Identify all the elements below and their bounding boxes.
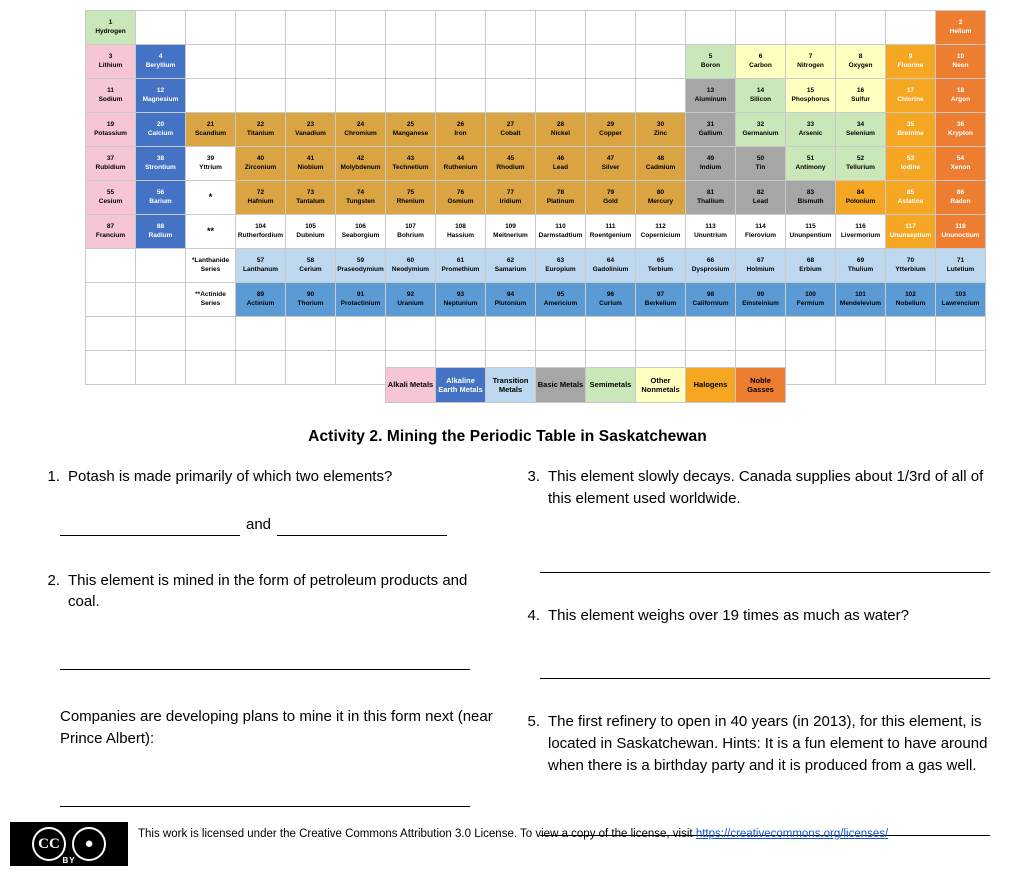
element-cell-rhodium[interactable]: 45 Rhodium — [486, 147, 536, 181]
element-cell-cadmium[interactable]: 48 Cadmium — [636, 147, 686, 181]
element-cell-chlorine[interactable]: 17 Chlorine — [886, 79, 936, 113]
element-cell-phosphorus[interactable]: 15 Phosphorus — [786, 79, 836, 113]
element-cell-iridium[interactable]: 77 Iridium — [486, 181, 536, 215]
element-cell-californium[interactable]: 98 Californium — [686, 283, 736, 317]
element-cell-nitrogen[interactable]: 7 Nitrogen — [786, 45, 836, 79]
periodic-table-grid — [85, 10, 986, 385]
element-cell-selenium[interactable]: 34 Selenium — [836, 113, 886, 147]
element-cell-xenon[interactable]: 54 Xenon — [936, 147, 986, 181]
element-cell-potassium[interactable]: 19 Potassium — [86, 113, 136, 147]
element-cell-hafnium[interactable]: 72 Hafnium — [236, 181, 286, 215]
element-cell-arsenic[interactable]: 33 Arsenic — [786, 113, 836, 147]
element-cell-thulium[interactable]: 69 Thulium — [836, 249, 886, 283]
element-cell-dysprosium[interactable]: 66 Dysprosium — [686, 249, 736, 283]
element-cell-ytterbium[interactable]: 70 Ytterbium — [886, 249, 936, 283]
answer-blanks-q1[interactable] — [60, 514, 498, 536]
empty-cell — [136, 283, 186, 317]
element-cell-carbon[interactable]: 6 Carbon — [736, 45, 786, 79]
periodic-table-row — [86, 11, 986, 45]
periodic-table — [85, 10, 980, 385]
blank-cell — [886, 11, 936, 45]
element-cell-cobalt[interactable]: 27 Cobalt — [486, 113, 536, 147]
blank-cell — [186, 351, 236, 385]
element-cell-boron[interactable]: 5 Boron — [686, 45, 736, 79]
blank-cell — [586, 11, 636, 45]
answer-blank-b[interactable] — [277, 517, 447, 536]
legend-item: Alkali Metals — [386, 368, 436, 403]
blank-cell — [136, 317, 186, 351]
license-sentence: This work is licensed under the Creative Commons Attribution 3.0 License. To view a copy of the license, visit — [138, 828, 696, 840]
legend-item: Transition Metals — [486, 368, 536, 403]
blank-cell — [186, 11, 236, 45]
element-cell-sulfur[interactable]: 16 Sulfur — [836, 79, 886, 113]
element-cell-mercury[interactable]: 80 Mercury — [636, 181, 686, 215]
element-cell-thallium[interactable]: 81 Thallium — [686, 181, 736, 215]
element-cell-radon[interactable]: 86 Radon — [936, 181, 986, 215]
question-item — [518, 605, 998, 627]
questions-column-left — [38, 466, 498, 807]
questions-column-right — [518, 466, 998, 836]
blank-cell — [236, 45, 286, 79]
series-label-cell: **Actinide Series — [186, 283, 236, 317]
periodic-table-row — [86, 215, 986, 249]
empty-cell — [86, 317, 136, 351]
blank-cell — [786, 351, 836, 385]
blank-cell — [336, 45, 386, 79]
blank-cell — [636, 11, 686, 45]
element-cell-neon[interactable]: 10 Neon — [936, 45, 986, 79]
blank-cell — [286, 11, 336, 45]
element-cell-indium[interactable]: 49 Indium — [686, 147, 736, 181]
element-cell-krypton[interactable]: 36 Krypton — [936, 113, 986, 147]
element-cell-holmium[interactable]: 67 Holmium — [736, 249, 786, 283]
legend-item: Alkaline Earth Metals — [436, 368, 486, 403]
element-cell-cerium[interactable]: 58 Cerium — [286, 249, 336, 283]
page-title: Activity 2. Mining the Periodic Table in Saskatchewan — [308, 428, 707, 445]
element-cell-vanadium[interactable]: 23 Vanadium — [286, 113, 336, 147]
blank-cell — [186, 45, 236, 79]
element-cell-lithium[interactable]: 3 Lithium — [86, 45, 136, 79]
question-number: 2. — [47, 571, 60, 589]
cc-by-label: BY — [62, 856, 76, 865]
element-cell-seaborgium[interactable]: 106 Seaborgium — [336, 215, 386, 249]
element-cell-magnesium[interactable]: 12 Magnesium — [136, 79, 186, 113]
question-text: This element is mined in the form of petroleum products and coal. — [68, 571, 468, 611]
periodic-table-row — [86, 181, 986, 215]
element-cell-uranium[interactable]: 92 Uranium — [386, 283, 436, 317]
element-cell-erbium[interactable]: 68 Erbium — [786, 249, 836, 283]
blank-cell — [736, 317, 786, 351]
element-cell-platinum[interactable]: 78 Platinum — [536, 181, 586, 215]
element-cell-antimony[interactable]: 51 Antimony — [786, 147, 836, 181]
blank-cell — [286, 317, 336, 351]
question-item — [518, 466, 998, 510]
question-number: 1. — [47, 468, 60, 485]
element-cell-lead[interactable]: 46 Lead — [536, 147, 586, 181]
attribution-person-icon: ● — [72, 827, 106, 861]
empty-cell — [86, 249, 136, 283]
element-cell-gold[interactable]: 79 Gold — [586, 181, 636, 215]
element-cell-scandium[interactable]: 21 Scandium — [186, 113, 236, 147]
element-cell-lawrencium[interactable]: 103 Lawrencium — [936, 283, 986, 317]
answer-joiner: and — [246, 515, 272, 533]
question-item — [38, 570, 498, 614]
element-cell-chromium[interactable]: 24 Chromium — [336, 113, 386, 147]
blank-cell — [486, 45, 536, 79]
blank-cell — [436, 11, 486, 45]
element-cell-manganese[interactable]: 25 Manganese — [386, 113, 436, 147]
element-cell-bromine[interactable]: 35 Bromine — [886, 113, 936, 147]
element-cell-meitnerium[interactable]: 109 Meitnerium — [486, 215, 536, 249]
element-cell-livermorium[interactable]: 116 Livermorium — [836, 215, 886, 249]
periodic-table-row — [86, 249, 986, 283]
blank-cell — [236, 11, 286, 45]
element-cell-roentgenium[interactable]: 111 Roentgenium — [586, 215, 636, 249]
cc-icon: CC — [32, 827, 66, 861]
element-cell-berkelium[interactable]: 97 Berkelium — [636, 283, 686, 317]
blank-cell — [186, 317, 236, 351]
blank-cell — [586, 45, 636, 79]
element-cell-nickel[interactable]: 28 Nickel — [536, 113, 586, 147]
legend-item: Halogens — [686, 368, 736, 403]
blank-cell — [386, 79, 436, 113]
blank-cell — [886, 351, 936, 385]
question-followup-text: Companies are developing plans to mine it in this form next (near Prince Albert): — [60, 708, 493, 747]
element-cell-silver[interactable]: 47 Silver — [586, 147, 636, 181]
element-cell-iron[interactable]: 26 Iron — [436, 113, 486, 147]
element-cell-molybdenum[interactable]: 42 Molybdenum — [336, 147, 386, 181]
license-link[interactable]: https://creativecommons.org/licenses/ — [695, 828, 889, 840]
blank-cell — [836, 351, 886, 385]
blank-cell — [786, 317, 836, 351]
blank-cell — [336, 79, 386, 113]
element-cell-nobelium[interactable]: 102 Nobelium — [886, 283, 936, 317]
blank-cell — [236, 317, 286, 351]
element-cell-flerovium[interactable]: 114 Flerovium — [736, 215, 786, 249]
element-cell-copernicium[interactable]: 112 Copernicium — [636, 215, 686, 249]
blank-cell — [936, 351, 986, 385]
blank-cell — [386, 317, 436, 351]
element-cell-samarium[interactable]: 62 Samarium — [486, 249, 536, 283]
element-cell-hydrogen[interactable]: 1 Hydrogen — [86, 11, 136, 45]
answer-blank-q2-followup[interactable] — [60, 788, 470, 807]
answer-blank-q2[interactable] — [60, 651, 470, 670]
periodic-table-row — [86, 113, 986, 147]
element-cell-astatine[interactable]: 85 Astatine — [886, 181, 936, 215]
question-item — [38, 466, 498, 488]
element-cell-tellurium[interactable]: 52 Tellurium — [836, 147, 886, 181]
element-cell-calcium[interactable]: 20 Calcium — [136, 113, 186, 147]
blank-cell — [386, 11, 436, 45]
series-label-cell: *Lanthanide Series — [186, 249, 236, 283]
element-cell-francium[interactable]: 87 Francium — [86, 215, 136, 249]
blank-cell — [536, 45, 586, 79]
element-cell-aluminum[interactable]: 13 Aluminum — [686, 79, 736, 113]
element-cell-cesium[interactable]: 55 Cesium — [86, 181, 136, 215]
blank-cell — [536, 11, 586, 45]
question-text: The first refinery to open in 40 years (in 2013), for this element, is located in Saskatchewan. Hints: It is a fun element to have around when there is a birthday party and it is produced from a gas well. — [548, 713, 988, 774]
element-cell-praseodymium[interactable]: 59 Praseodymium — [336, 249, 386, 283]
element-cell-yttrium[interactable]: 39 Yttrium — [186, 147, 236, 181]
element-cell-helium[interactable]: 2 Helium — [936, 11, 986, 45]
question-item — [518, 711, 998, 776]
element-cell-ruthenium[interactable]: 44 Ruthenium — [436, 147, 486, 181]
element-cell-curium[interactable]: 96 Curium — [586, 283, 636, 317]
element-cell-dubnium[interactable]: 105 Dubnium — [286, 215, 336, 249]
blank-cell — [436, 317, 486, 351]
element-cell-germanium[interactable]: 32 Germanium — [736, 113, 786, 147]
element-cell-tantalum[interactable]: 73 Tantalum — [286, 181, 336, 215]
periodic-table-row — [86, 79, 986, 113]
periodic-table-row — [86, 317, 986, 351]
element-cell-iodine[interactable]: 53 Iodine — [886, 147, 936, 181]
periodic-table-legend — [385, 367, 786, 403]
element-cell-niobium[interactable]: 41 Niobium — [286, 147, 336, 181]
element-cell-hassium[interactable]: 108 Hassium — [436, 215, 486, 249]
question-text: This element weighs over 19 times as much as water? — [548, 606, 909, 624]
blank-cell — [336, 351, 386, 385]
blank-cell — [386, 45, 436, 79]
blank-cell — [486, 79, 536, 113]
element-cell-neptunium[interactable]: 93 Neptunium — [436, 283, 486, 317]
blank-cell — [336, 317, 386, 351]
element-cell-titanium[interactable]: 22 Titanium — [236, 113, 286, 147]
element-cell-lutetium[interactable]: 71 Lutetium — [936, 249, 986, 283]
element-cell-argon[interactable]: 18 Argon — [936, 79, 986, 113]
blank-cell — [436, 79, 486, 113]
blank-cell — [936, 317, 986, 351]
question-text: This element slowly decays. Canada supplies about 1/3rd of all of this element used worldwide. — [548, 468, 984, 507]
blank-cell — [336, 11, 386, 45]
element-cell-rubidium[interactable]: 37 Rubidium — [86, 147, 136, 181]
element-cell-fluorine[interactable]: 9 Fluorine — [886, 45, 936, 79]
element-cell-technetium[interactable]: 43 Technetium — [386, 147, 436, 181]
series-marker-cell: * — [186, 181, 236, 215]
element-cell-rutherfordium[interactable]: 104 Rutherfordium — [236, 215, 286, 249]
element-cell-copper[interactable]: 29 Copper — [586, 113, 636, 147]
legend-item: Basic Metals — [536, 368, 586, 403]
element-cell-bohrium[interactable]: 107 Bohrium — [386, 215, 436, 249]
element-cell-ununpentium[interactable]: 115 Ununpentium — [786, 215, 836, 249]
element-cell-silicon[interactable]: 14 Silicon — [736, 79, 786, 113]
element-cell-oxygen[interactable]: 8 Oxygen — [836, 45, 886, 79]
blank-cell — [186, 79, 236, 113]
element-cell-tungsten[interactable]: 74 Tungsten — [336, 181, 386, 215]
blank-cell — [686, 317, 736, 351]
element-cell-fermium[interactable]: 100 Fermium — [786, 283, 836, 317]
empty-cell — [136, 249, 186, 283]
blank-cell — [136, 351, 186, 385]
license-text — [138, 826, 938, 842]
element-cell-terbium[interactable]: 65 Terbium — [636, 249, 686, 283]
question-number: 3. — [527, 468, 540, 485]
answer-blank-q3[interactable] — [540, 554, 990, 573]
element-cell-darmstadtium[interactable]: 110 Darmstadtium — [536, 215, 586, 249]
periodic-table-row — [86, 45, 986, 79]
element-cell-barium[interactable]: 56 Barium — [136, 181, 186, 215]
element-cell-sodium[interactable]: 11 Sodium — [86, 79, 136, 113]
blank-cell — [836, 317, 886, 351]
periodic-table-row — [86, 283, 986, 317]
empty-cell — [86, 283, 136, 317]
blank-cell — [286, 79, 336, 113]
element-cell-beryllium[interactable]: 4 Beryllium — [136, 45, 186, 79]
element-cell-zinc[interactable]: 30 Zinc — [636, 113, 686, 147]
element-cell-bismuth[interactable]: 83 Bismuth — [786, 181, 836, 215]
element-cell-ununseptium[interactable]: 117 Ununseptium — [886, 215, 936, 249]
blank-cell — [136, 11, 186, 45]
element-cell-actinium[interactable]: 89 Actinium — [236, 283, 286, 317]
element-cell-strontium[interactable]: 38 Strontium — [136, 147, 186, 181]
question-number: 5. — [527, 713, 540, 731]
blank-cell — [886, 317, 936, 351]
element-cell-lead[interactable]: 82 Lead — [736, 181, 786, 215]
element-cell-osmium[interactable]: 76 Osmium — [436, 181, 486, 215]
element-cell-gallium[interactable]: 31 Gallium — [686, 113, 736, 147]
periodic-table-row — [86, 147, 986, 181]
blank-cell — [836, 11, 886, 45]
blank-cell — [636, 45, 686, 79]
blank-cell — [736, 11, 786, 45]
blank-cell — [236, 351, 286, 385]
element-cell-plutonium[interactable]: 94 Plutonium — [486, 283, 536, 317]
legend-item: Other Nonmetals — [636, 368, 686, 403]
element-cell-ununtrium[interactable]: 113 Ununtrium — [686, 215, 736, 249]
blank-cell — [436, 45, 486, 79]
blank-cell — [586, 317, 636, 351]
element-cell-americium[interactable]: 95 Americium — [536, 283, 586, 317]
element-cell-radium[interactable]: 88 Radium — [136, 215, 186, 249]
blank-cell — [786, 11, 836, 45]
element-cell-zirconium[interactable]: 40 Zirconium — [236, 147, 286, 181]
element-cell-polonium[interactable]: 84 Polonium — [836, 181, 886, 215]
question-text: Potash is made primarily of which two elements? — [68, 468, 393, 485]
blank-cell — [486, 317, 536, 351]
element-cell-europium[interactable]: 63 Europium — [536, 249, 586, 283]
blank-cell — [636, 317, 686, 351]
answer-blank-a[interactable] — [60, 517, 240, 536]
legend-item: Noble Gasses — [736, 368, 786, 403]
legend-item: Semimetals — [586, 368, 636, 403]
answer-blank-q4[interactable] — [540, 660, 990, 679]
blank-cell — [636, 79, 686, 113]
blank-cell — [686, 11, 736, 45]
element-cell-mendelevium[interactable]: 101 Mendelevium — [836, 283, 886, 317]
blank-cell — [286, 351, 336, 385]
question-number: 4. — [527, 606, 540, 624]
blank-cell — [486, 11, 536, 45]
element-cell-rhenium[interactable]: 75 Rhenium — [386, 181, 436, 215]
element-cell-tin[interactable]: 50 Tin — [736, 147, 786, 181]
element-cell-einsteinium[interactable]: 99 Einsteinium — [736, 283, 786, 317]
legend-grid — [385, 367, 786, 403]
element-cell-protactinium[interactable]: 91 Protactinium — [336, 283, 386, 317]
element-cell-gadolinium[interactable]: 64 Gadolinium — [586, 249, 636, 283]
blank-cell — [586, 79, 636, 113]
element-cell-thorium[interactable]: 90 Thorium — [286, 283, 336, 317]
element-cell-promethium[interactable]: 61 Promethium — [436, 249, 486, 283]
blank-cell — [536, 79, 586, 113]
blank-cell — [536, 317, 586, 351]
element-cell-neodymium[interactable]: 60 Neodymium — [386, 249, 436, 283]
empty-cell — [86, 351, 136, 385]
series-marker-cell: ** — [186, 215, 236, 249]
element-cell-ununoctium[interactable]: 118 Ununoctium — [936, 215, 986, 249]
blank-cell — [236, 79, 286, 113]
blank-cell — [286, 45, 336, 79]
element-cell-lanthanum[interactable]: 57 Lanthanum — [236, 249, 286, 283]
